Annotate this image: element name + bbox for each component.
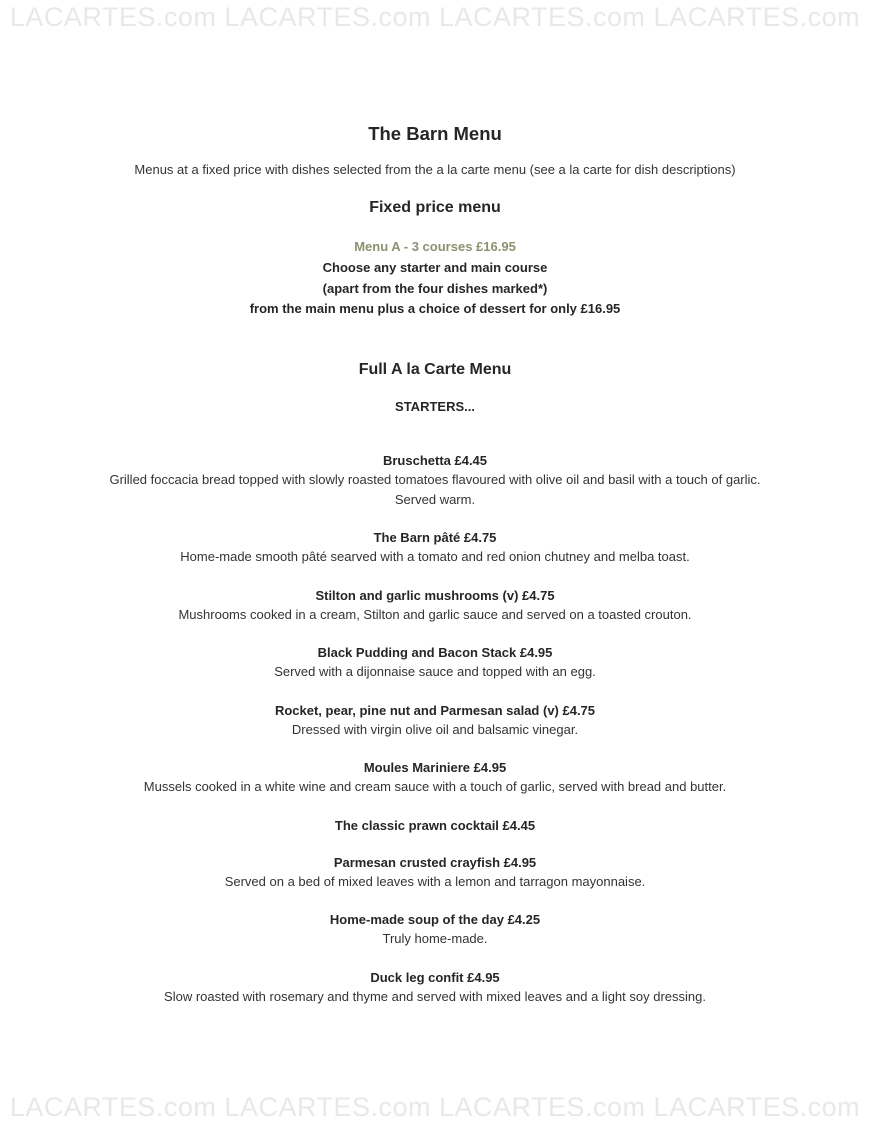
dish-description: Served on a bed of mixed leaves with a lemon and tarragon mayonnaise. <box>224 874 646 889</box>
dish-description: Truly home-made. <box>382 931 488 946</box>
dish-name: The classic prawn cocktail £4.45 <box>334 818 536 833</box>
dish-name: Parmesan crusted crayfish £4.95 <box>333 855 537 870</box>
a-la-carte-heading: Full A la Carte Menu <box>358 361 512 378</box>
dish-name: Home-made soup of the day £4.25 <box>329 912 541 927</box>
dish-description: Dressed with virgin olive oil and balsamic vinegar. <box>291 722 579 737</box>
dish-name: Black Pudding and Bacon Stack £4.95 <box>317 645 553 660</box>
menu-a-label: Menu A - 3 courses £16.95 <box>354 239 516 254</box>
fixed-price-line-1: Choose any starter and main course <box>322 260 548 275</box>
fixed-price-line-2: (apart from the four dishes marked*) <box>322 281 548 296</box>
dish-description: Grilled foccacia bread topped with slowly roasted tomatoes flavoured with olive oil and basil with a touch of garlic. Served warm. <box>109 472 761 507</box>
dish-description: Home-made smooth pâté searved with a tomato and red onion chutney and melba toast. <box>180 549 690 564</box>
intro-text: Menus at a fixed price with dishes selected from the a la carte menu (see a la carte for dish descriptions) <box>134 162 736 177</box>
dish-description: Mussels cooked in a white wine and cream sauce with a touch of garlic, served with bread and butter. <box>143 779 727 794</box>
watermark-top: LACARTES.com LACARTES.com LACARTES.com LACARTES.com <box>9 2 861 32</box>
watermark-bottom: LACARTES.com LACARTES.com LACARTES.com LACARTES.com <box>9 1092 861 1122</box>
dish-name: Moules Mariniere £4.95 <box>363 760 507 775</box>
page-title: The Barn Menu <box>368 123 502 144</box>
dish-name: The Barn pâté £4.75 <box>373 530 497 545</box>
fixed-price-line-3: from the main menu plus a choice of dessert for only £16.95 <box>249 301 621 316</box>
fixed-price-heading: Fixed price menu <box>369 199 501 216</box>
starters-heading: STARTERS... <box>395 399 475 414</box>
dish-name: Stilton and garlic mushrooms (v) £4.75 <box>315 588 555 603</box>
dish-name: Duck leg confit £4.95 <box>370 970 500 985</box>
dish-name: Rocket, pear, pine nut and Parmesan salad (v) £4.75 <box>274 703 596 718</box>
dish-description: Served with a dijonnaise sauce and topped with an egg. <box>274 664 596 679</box>
dish-description: Slow roasted with rosemary and thyme and served with mixed leaves and a light soy dressing. <box>164 989 706 1004</box>
dish-description: Mushrooms cooked in a cream, Stilton and garlic sauce and served on a toasted crouton. <box>178 607 692 622</box>
dish-name: Bruschetta £4.45 <box>382 453 488 468</box>
